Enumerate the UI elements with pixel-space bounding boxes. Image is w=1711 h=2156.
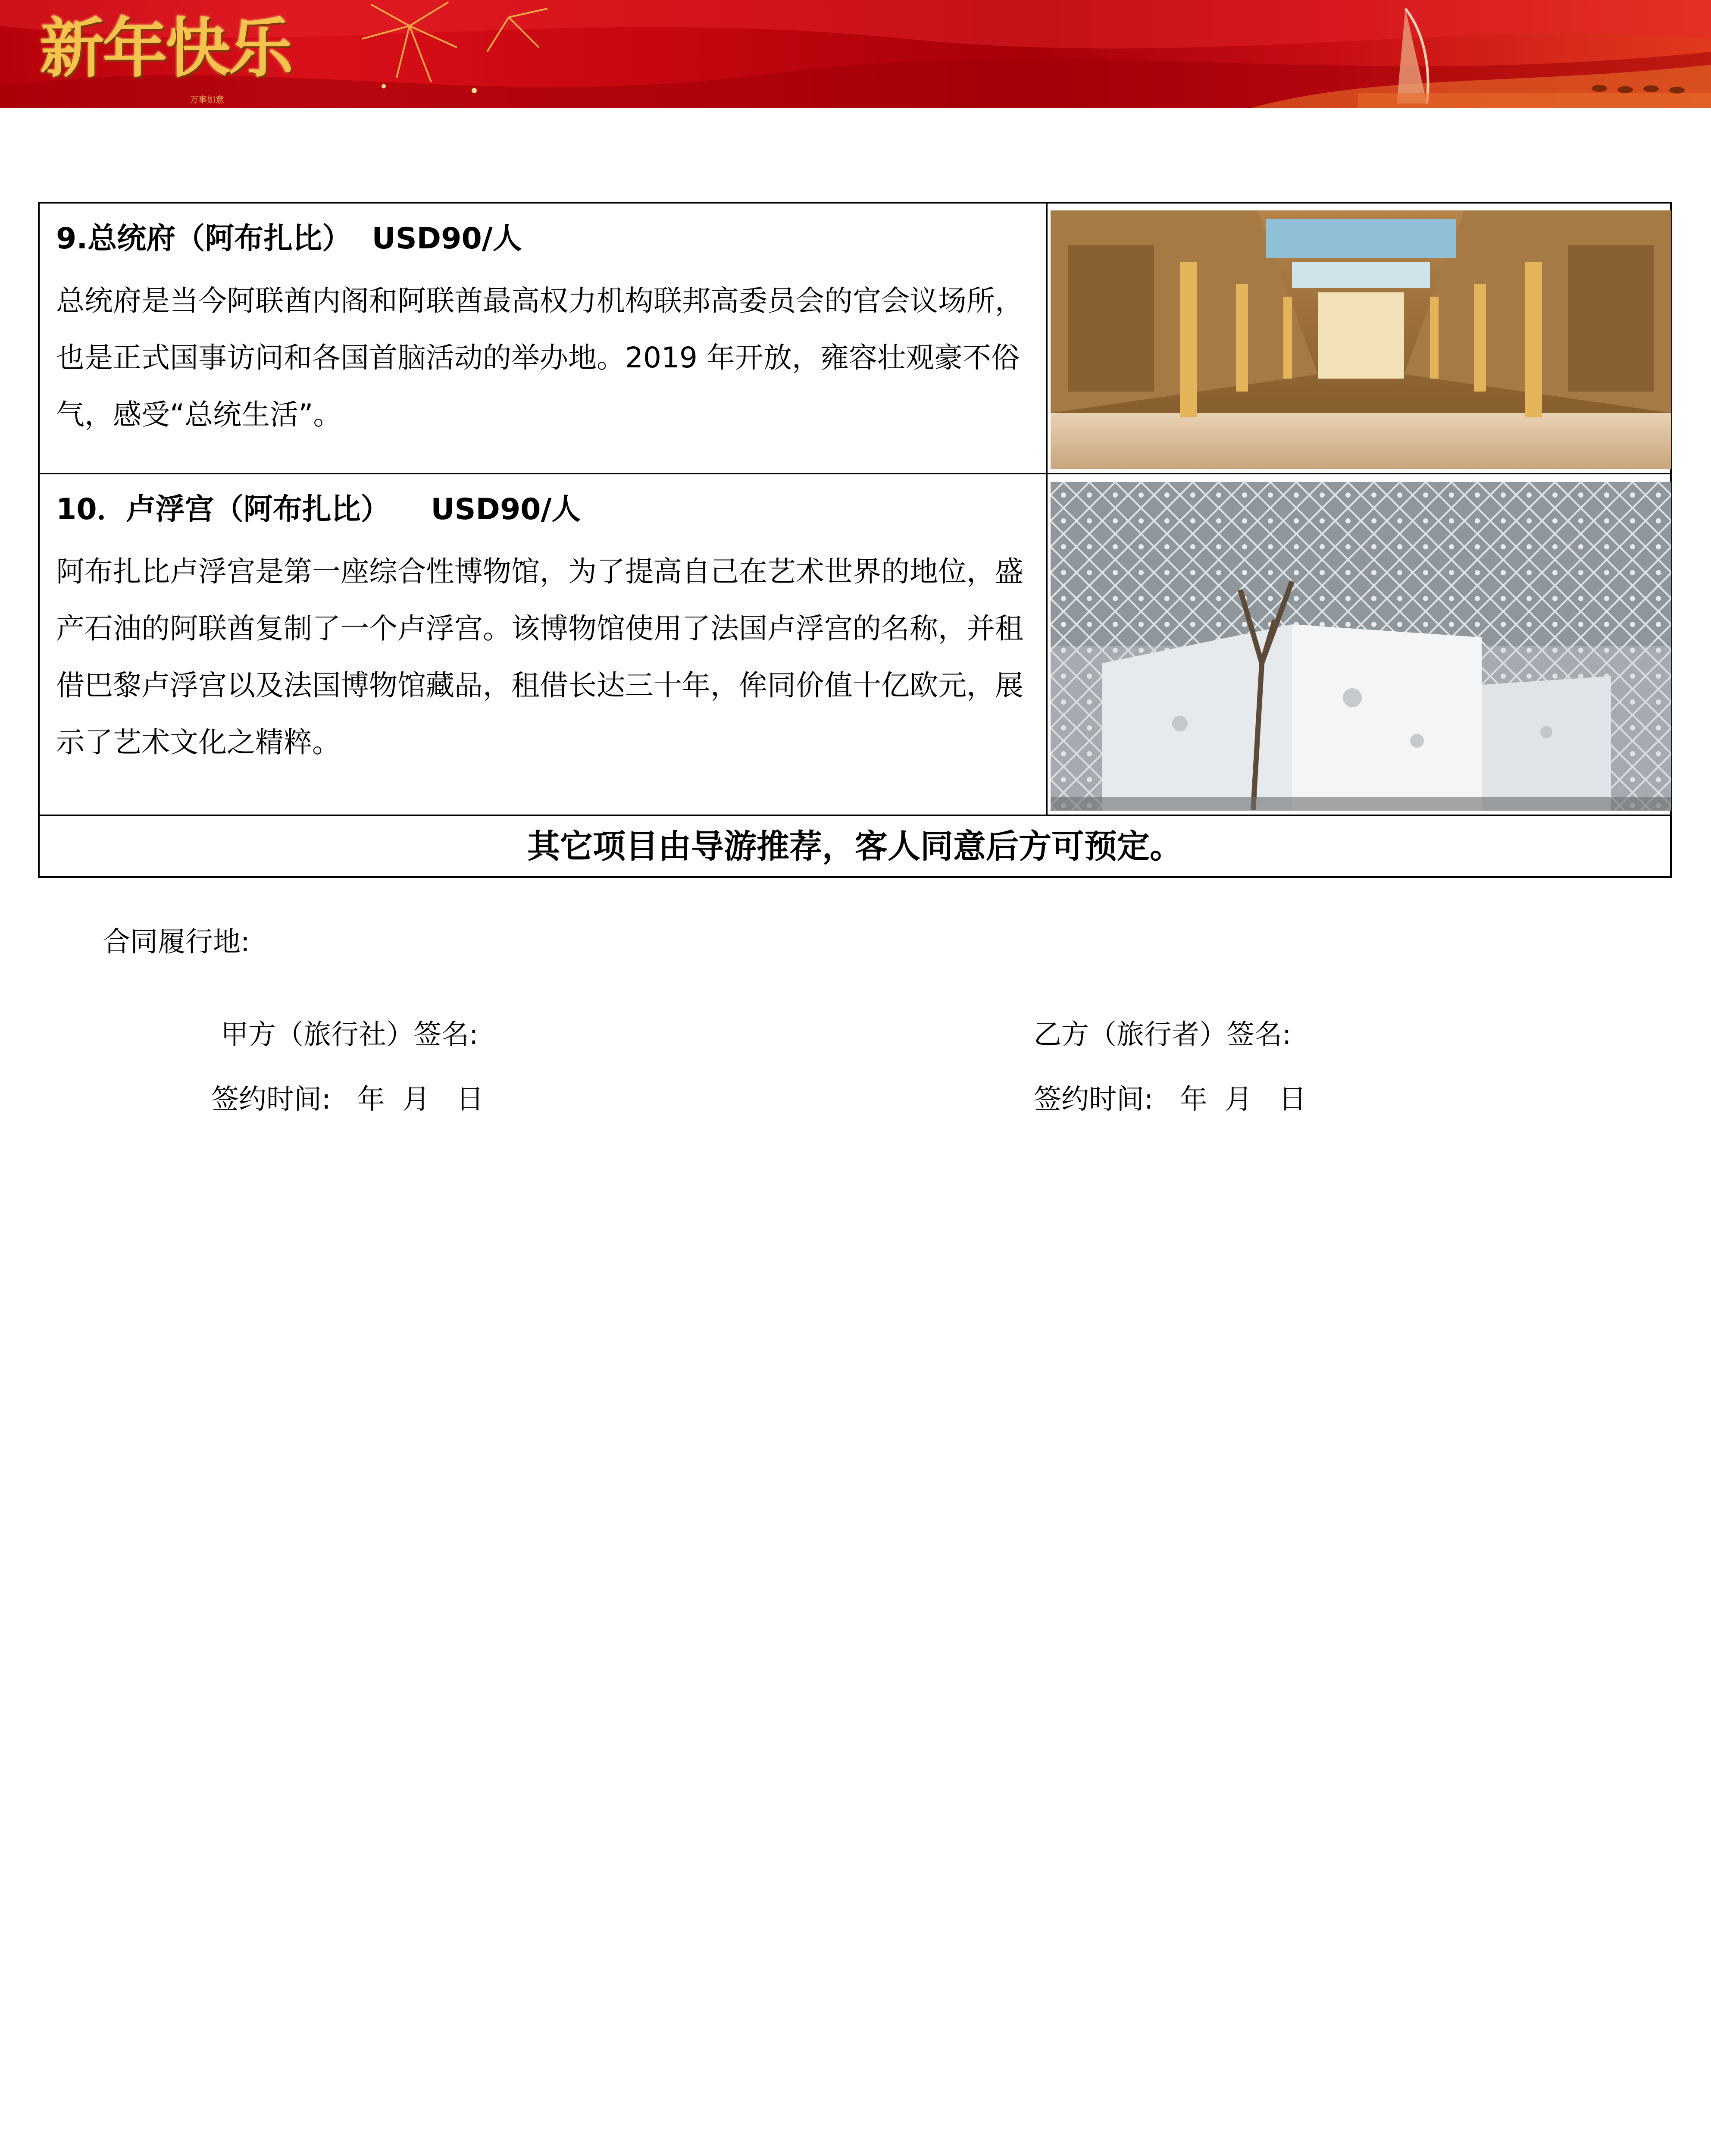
item-heading: 10．卢浮宫（阿布扎比） USD90/人 <box>56 492 581 526</box>
notice-text: 其它项目由导游推荐，客人同意后方可预定。 <box>527 827 1182 865</box>
contract-place-label: 合同履行地: <box>103 926 250 958</box>
item-text-cell <box>56 217 1039 443</box>
item-text-cell <box>56 488 1039 771</box>
header-banner <box>0 0 1711 108</box>
fireworks-decoration <box>345 0 560 108</box>
table-row <box>40 474 1670 816</box>
party-b-sign-date: 签约时间: 年 月 日 <box>1034 1084 1307 1116</box>
party-b-signature-label: 乙方（旅行者）签名: <box>1034 1019 1292 1051</box>
table-row <box>40 204 1670 474</box>
notice-row <box>40 816 1670 877</box>
banner-title: 新年快乐 <box>40 10 292 86</box>
palace-hall-photo <box>1051 210 1671 469</box>
party-a-sign-date: 签约时间: 年 月 日 <box>211 1084 484 1116</box>
item-heading: 9.总统府（阿布扎比） USD90/人 <box>56 222 522 256</box>
banner-subtitle: 万事如意 <box>190 94 224 105</box>
louvre-dome-photo <box>1051 482 1671 811</box>
item-description: 总统府是当今阿联酋内阁和阿联酋最高权力机构联邦高委员会的官会议场所，也是正式国事访问和各国首脑活动的举办地。2019 年开放，雍容壮观豪不俗气，感受“总统生活”。 <box>56 284 1023 431</box>
attractions-table <box>38 202 1672 878</box>
burj-al-arab-icon <box>1358 0 1711 108</box>
item-description: 阿布扎比卢浮宫是第一座综合性博物馆，为了提高自己在艺术世界的地位，盛产石油的阿联酋复制了一个卢浮宫。该博物馆使用了法国卢浮宫的名称，并租借巴黎卢浮宫以及法国博物馆藏品，租借长达三十年，侔同价值十亿欧元，展示了艺术文化之精粹。 <box>56 555 1023 759</box>
party-a-signature-label: 甲方（旅行社）签名: <box>221 1019 479 1051</box>
